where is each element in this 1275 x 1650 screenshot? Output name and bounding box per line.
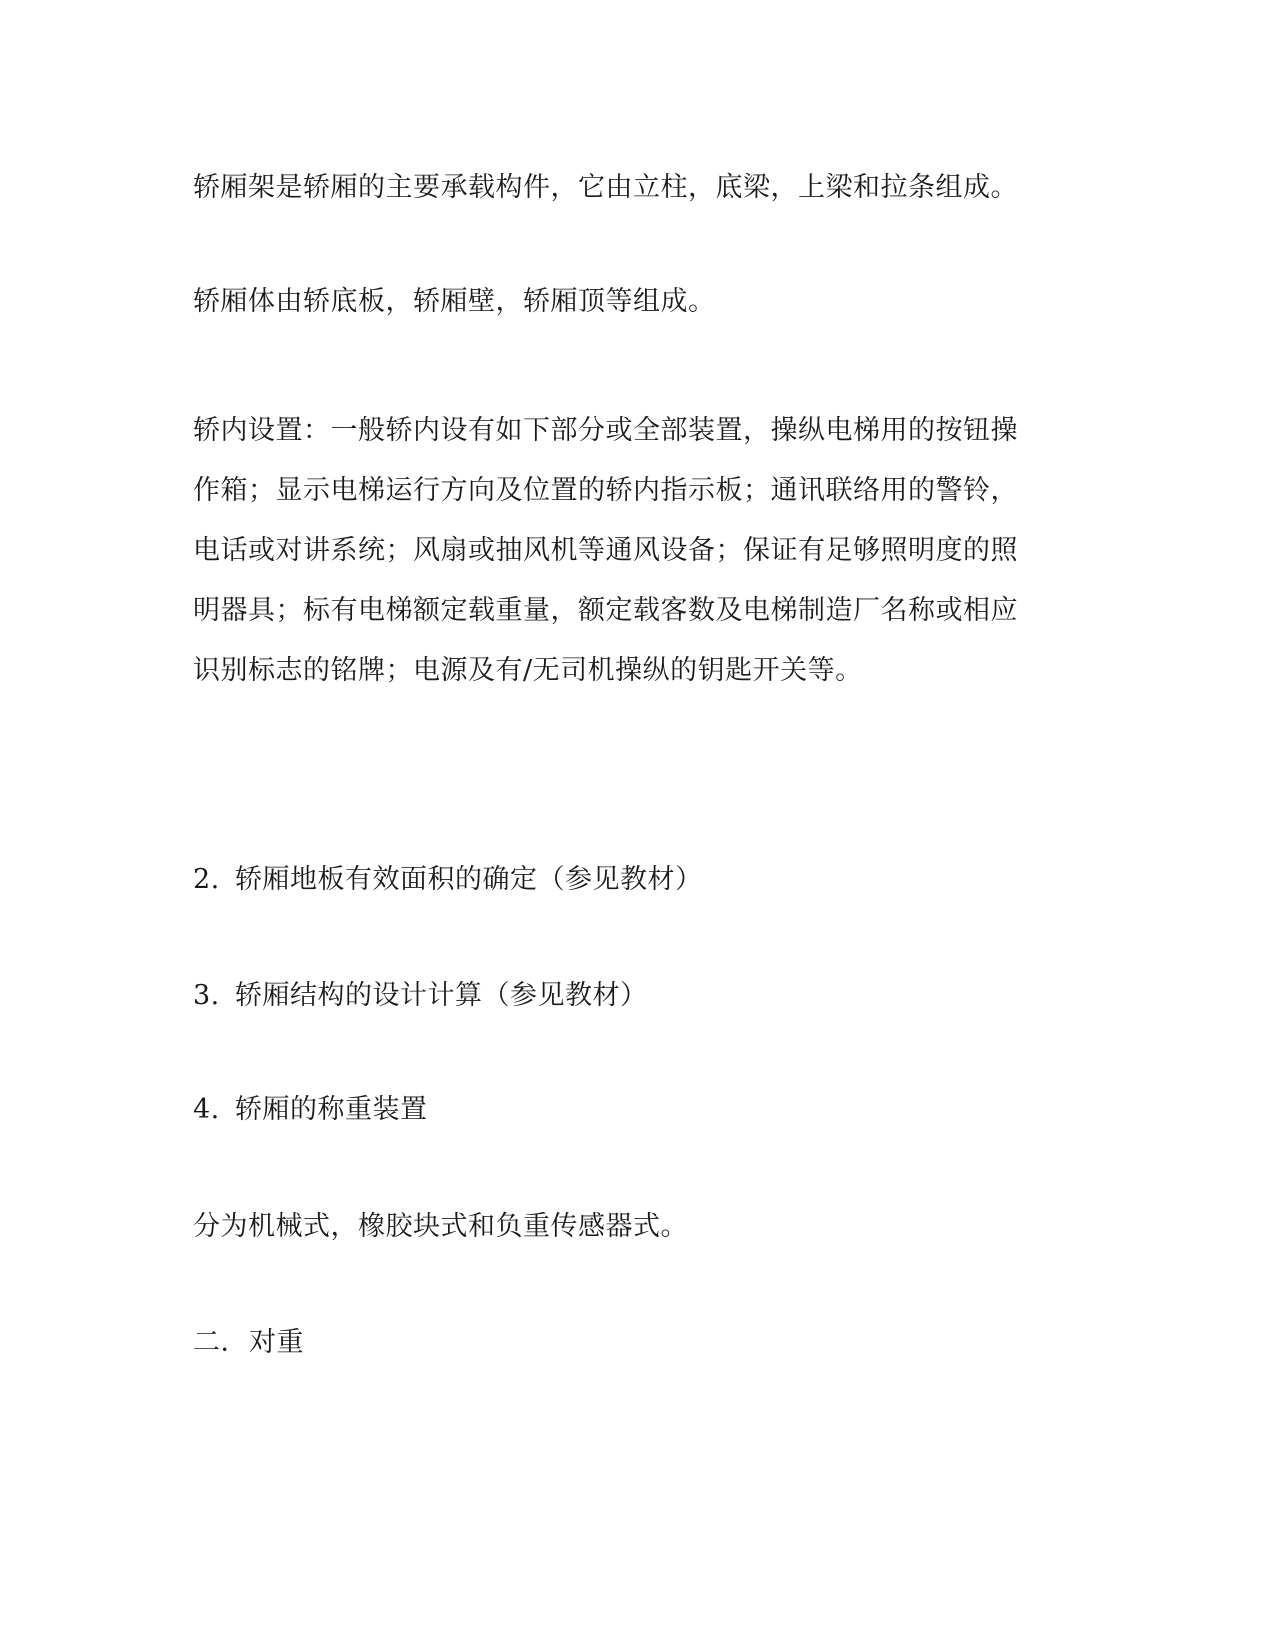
paragraph-car-body: 轿厢体由轿底板，轿厢壁，轿厢顶等组成。 [193, 286, 716, 317]
list-item-text: 轿厢地板有效面积的确定（参见教材） [235, 864, 703, 895]
section-heading [193, 1325, 304, 1361]
paragraph-line: 明器具；标有电梯额定载重量，额定载客数及电梯制造厂名称或相应 [193, 595, 1018, 626]
section-number: 二． [193, 1327, 248, 1358]
paragraph-car-frame: 轿厢架是轿厢的主要承载构件，它由立柱，底梁，上梁和拉条组成。 [193, 172, 1018, 203]
paragraph-line: 识别标志的铭牌；电源及有/无司机操纵的钥匙开关等。 [193, 655, 863, 686]
list-item [193, 862, 703, 898]
list-item-number: 2. [193, 864, 220, 895]
list-item [193, 1092, 428, 1128]
paragraph-line: 电话或对讲系统；风扇或抽风机等通风设备；保证有足够照明度的照 [193, 535, 1018, 566]
section-title: 对重 [249, 1327, 304, 1358]
paragraph-line: 作箱；显示电梯运行方向及位置的轿内指示板；通讯联络用的警铃， [193, 475, 1018, 506]
list-item-text: 轿厢结构的设计计算（参见教材） [235, 980, 648, 1011]
list-item-number: 3. [193, 980, 220, 1011]
paragraph-line: 轿内设置：一般轿内设有如下部分或全部装置，操纵电梯用的按钮操 [193, 415, 1018, 446]
list-item-number: 4. [193, 1094, 220, 1125]
list-item [193, 978, 648, 1014]
list-item-text: 轿厢的称重装置 [235, 1094, 428, 1125]
paragraph-weighing-types: 分为机械式，橡胶块式和负重传感器式。 [193, 1211, 688, 1242]
